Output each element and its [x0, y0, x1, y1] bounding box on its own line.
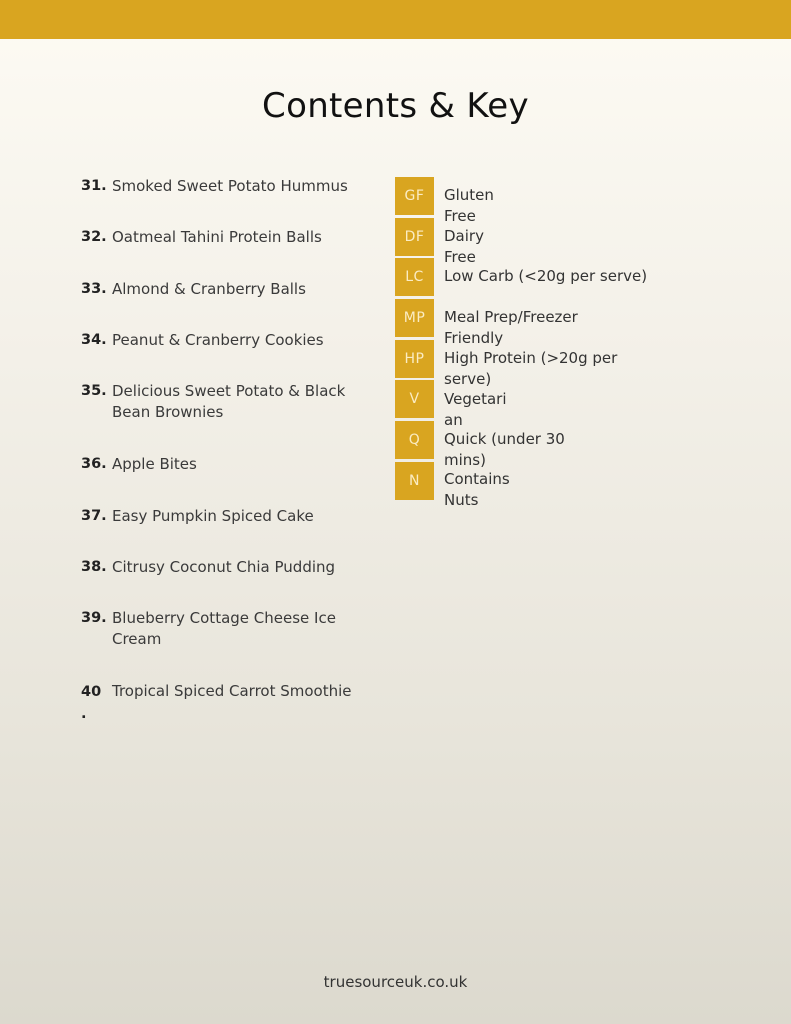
contents-item-number: 37. — [81, 508, 107, 524]
contents-item — [81, 176, 381, 197]
contents-item — [81, 227, 381, 248]
key-label-dairy-free: Dairy Free — [444, 227, 484, 266]
page-title: Contents & Key — [262, 86, 529, 126]
contents-item-title: Almond & Cranberry Balls — [112, 280, 306, 298]
header-accent-bar — [0, 0, 791, 39]
contents-item — [81, 381, 381, 423]
contents-item-title: Apple Bites — [112, 455, 197, 473]
key-label-high-protein: High Protein (>20g per serve) — [444, 349, 618, 388]
contents-item — [81, 681, 381, 722]
contents-item-title: Easy Pumpkin Spiced Cake — [112, 507, 314, 525]
key-label-meal-prep: Meal Prep/Freezer Friendly — [444, 308, 578, 347]
contents-item-title: Delicious Sweet Potato & Black Bean Brownies — [112, 382, 346, 421]
key-label-gluten-free: Gluten Free — [444, 186, 494, 225]
key-label-low-carb: Low Carb (<20g per serve) — [444, 267, 648, 285]
contents-item-title: Smoked Sweet Potato Hummus — [112, 177, 348, 195]
contents-item-title: Blueberry Cottage Cheese Ice Cream — [112, 609, 336, 648]
contents-item — [81, 557, 381, 578]
contents-item-number: 32. — [81, 229, 107, 245]
key-badge-dairy-free: DF — [395, 218, 434, 256]
key-badge-quick: Q — [395, 421, 434, 459]
key-badge-low-carb: LC — [395, 258, 434, 296]
key-badge-contains-nuts: N — [395, 462, 434, 500]
contents-item-number: 31. — [81, 178, 107, 194]
contents-item-title: Peanut & Cranberry Cookies — [112, 331, 324, 349]
contents-item-number: 40 . — [81, 684, 102, 722]
contents-item — [81, 454, 381, 475]
key-badge-meal-prep: MP — [395, 299, 434, 337]
contents-item-number: 33. — [81, 281, 107, 297]
key-badge-vegetarian: V — [395, 380, 434, 418]
contents-item — [81, 506, 381, 527]
contents-item-number: 39. — [81, 610, 107, 626]
contents-item — [81, 330, 381, 351]
contents-item-title: Oatmeal Tahini Protein Balls — [112, 228, 322, 246]
contents-item — [81, 279, 381, 300]
key-label-contains-nuts: Contains Nuts — [444, 470, 510, 509]
contents-item-number: 35. — [81, 383, 107, 399]
key-label-vegetarian: Vegetari an — [444, 390, 507, 429]
contents-item-title: Tropical Spiced Carrot Smoothie — [112, 682, 352, 700]
contents-item-number: 38. — [81, 559, 107, 575]
key-label-quick: Quick (under 30 mins) — [444, 430, 565, 469]
contents-item-number: 34. — [81, 332, 107, 348]
contents-item-number: 36. — [81, 456, 107, 472]
key-badge-gluten-free: GF — [395, 177, 434, 215]
contents-item — [81, 608, 381, 650]
footer-website: truesourceuk.co.uk — [323, 973, 468, 991]
contents-item-title: Citrusy Coconut Chia Pudding — [112, 558, 336, 576]
key-badge-high-protein: HP — [395, 340, 434, 378]
